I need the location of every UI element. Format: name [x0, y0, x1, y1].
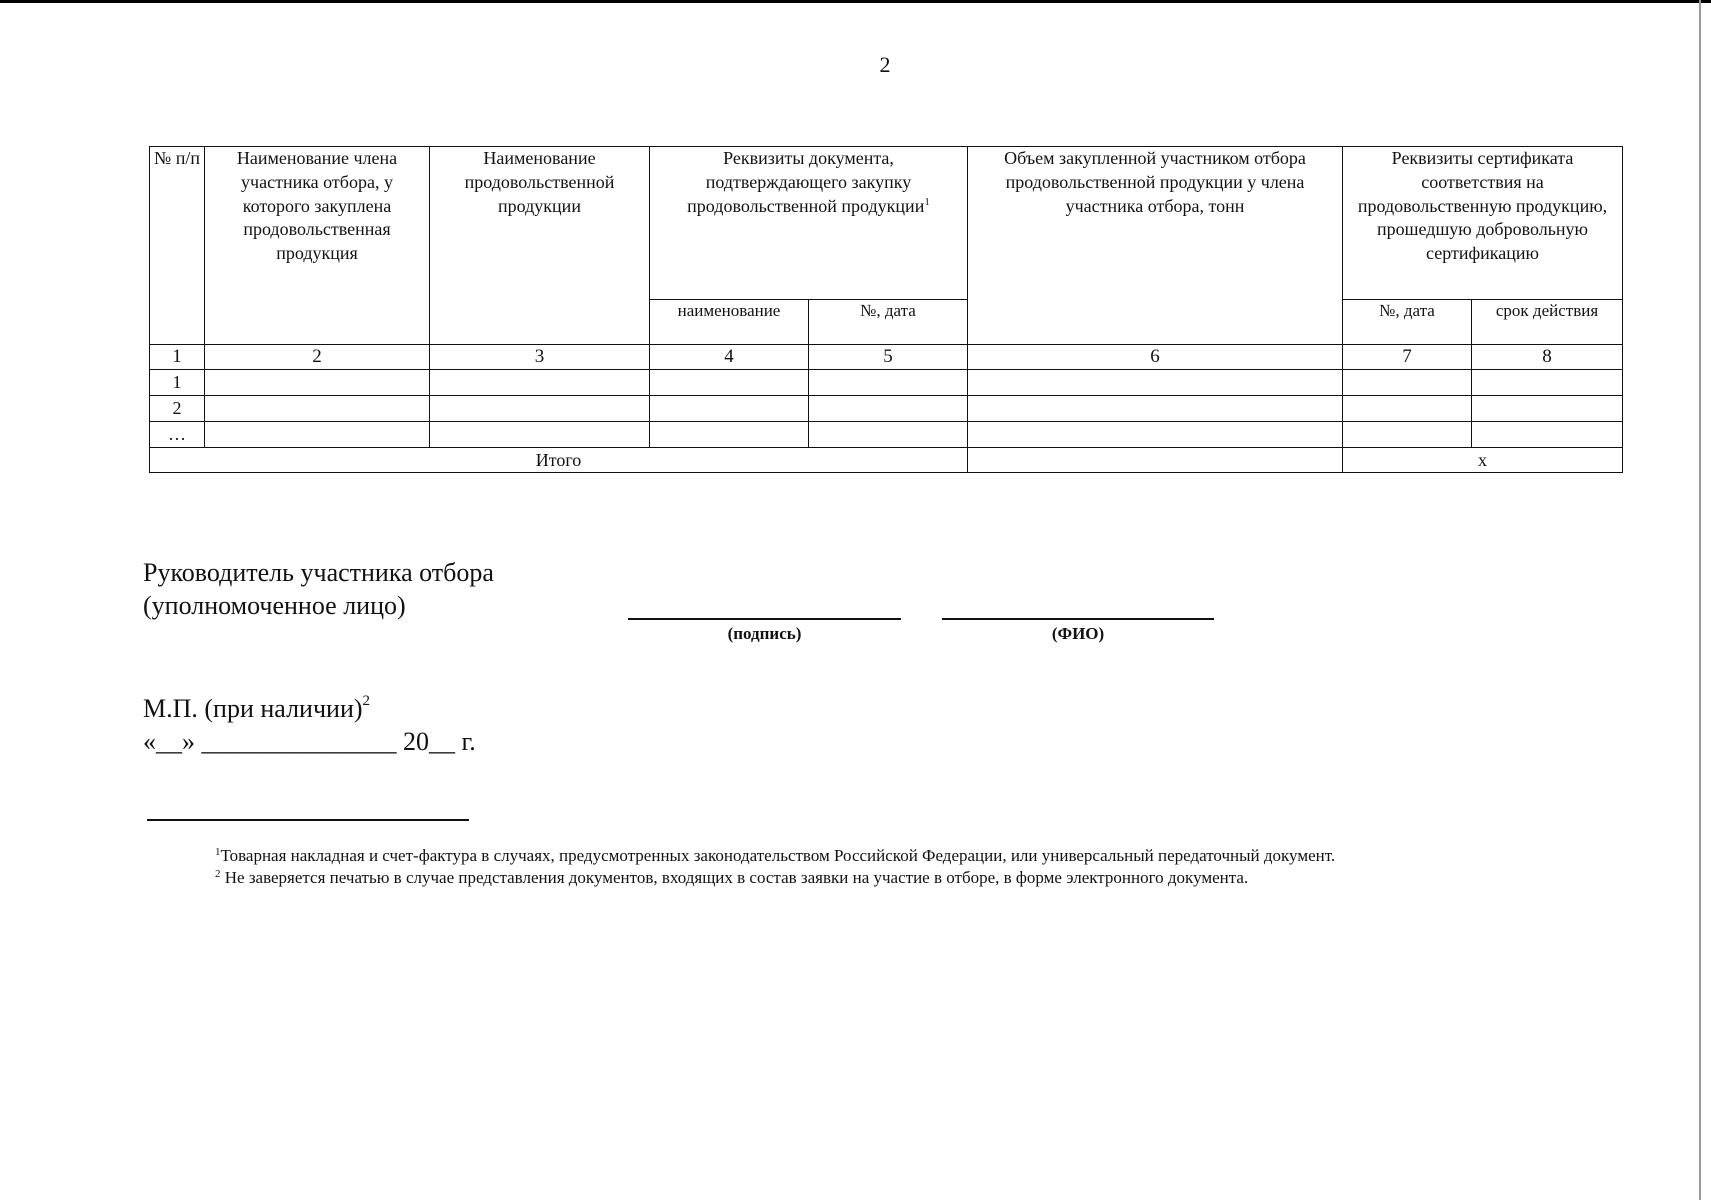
total-volume-cell[interactable] — [968, 448, 1343, 473]
column-number: 8 — [1472, 345, 1623, 370]
day-blank[interactable]: __ — [156, 727, 182, 756]
year-blank[interactable]: __ — [429, 727, 455, 756]
footnote-item: $^1$Товарная накладная и счет-фактура в случаях, предусмотренных законодательством Российской Федерации, или универсальный передаточный документ. — [215, 846, 1336, 865]
header-product-name: Наименование продовольственной продукции — [430, 147, 650, 345]
footnote-separator — [147, 819, 469, 821]
row-number: 2 — [150, 396, 205, 422]
signature-line[interactable] — [628, 618, 901, 620]
table-cell[interactable] — [1472, 396, 1623, 422]
table-cell[interactable] — [205, 422, 430, 448]
column-number-row — [150, 345, 1623, 370]
table-cell[interactable] — [430, 422, 650, 448]
header-document-details: Реквизиты документа, подтверждающего закупку продовольственной продукции$^1$ — [650, 147, 968, 300]
column-number: 6 — [968, 345, 1343, 370]
table-cell[interactable] — [1472, 370, 1623, 396]
signatory-title — [143, 556, 494, 622]
footnote-ref-1: 1 — [924, 195, 930, 208]
table-cell[interactable] — [968, 370, 1343, 396]
total-certificate-mark: x — [1343, 448, 1623, 473]
header-certificate-details: Реквизиты сертификата соответствия на продовольственную продукцию, прошедшую добровольную сертификацию — [1343, 147, 1623, 300]
total-label: Итого — [150, 448, 968, 473]
table-cell[interactable] — [809, 422, 968, 448]
table-cell[interactable] — [430, 370, 650, 396]
footnotes — [215, 845, 1335, 889]
stamp-label: М.П. (при наличии)$^2$ — [143, 693, 371, 723]
table-cell[interactable] — [968, 396, 1343, 422]
footnote-item: $^2$ Не заверяется печатью в случае представления документов, входящих в состав заявки на участие в отборе, в форме электронного документа. — [215, 868, 1249, 887]
table-row — [150, 370, 1623, 396]
header-document-name: наименование — [650, 300, 809, 345]
header-document-number-date: №, дата — [809, 300, 968, 345]
table-cell[interactable] — [205, 396, 430, 422]
row-number: … — [150, 422, 205, 448]
column-number: 4 — [650, 345, 809, 370]
signature-caption: (подпись) — [727, 624, 802, 643]
total-row — [150, 448, 1623, 473]
header-certificate-validity: срок действия — [1472, 300, 1623, 345]
right-border-line — [1699, 0, 1701, 1200]
header-certificate-number-date: №, дата — [1343, 300, 1472, 345]
footnote-ref-2: 2 — [362, 693, 371, 709]
table-cell[interactable] — [205, 370, 430, 396]
full-name-caption: (ФИО) — [1051, 624, 1105, 643]
table-cell[interactable] — [1343, 422, 1472, 448]
procurement-table — [149, 146, 1623, 473]
header-member-name: Наименование члена участника отбора, у которого закуплена продовольственная продукция — [205, 147, 430, 345]
month-blank[interactable]: _______________ — [201, 727, 397, 756]
row-number: 1 — [150, 370, 205, 396]
header-row-number: № п/п — [150, 147, 205, 345]
signatory-title-line2: (уполномоченное лицо) — [143, 591, 406, 620]
column-number: 5 — [809, 345, 968, 370]
table-cell[interactable] — [968, 422, 1343, 448]
full-name-line[interactable] — [942, 618, 1214, 620]
top-border-line — [0, 0, 1711, 3]
table-row — [150, 422, 1623, 448]
table-cell[interactable] — [650, 422, 809, 448]
table-cell[interactable] — [809, 396, 968, 422]
table-cell[interactable] — [650, 396, 809, 422]
table-cell[interactable] — [1343, 370, 1472, 396]
column-number: 2 — [205, 345, 430, 370]
table-cell[interactable] — [430, 396, 650, 422]
table-cell[interactable] — [1343, 396, 1472, 422]
page-number: 2 — [879, 52, 891, 77]
header-volume: Объем закупленной участником отбора продовольственной продукции у члена участника отбора, тонн — [968, 147, 1343, 345]
header-row — [150, 147, 1623, 300]
signatory-title-line1: Руководитель участника отбора — [143, 558, 494, 587]
column-number: 7 — [1343, 345, 1472, 370]
table-cell[interactable] — [1472, 422, 1623, 448]
column-number: 1 — [150, 345, 205, 370]
table-cell[interactable] — [809, 370, 968, 396]
table-row — [150, 396, 1623, 422]
table-cell[interactable] — [650, 370, 809, 396]
date-field: «__» _______________ 20__ г. — [143, 727, 476, 756]
column-number: 3 — [430, 345, 650, 370]
